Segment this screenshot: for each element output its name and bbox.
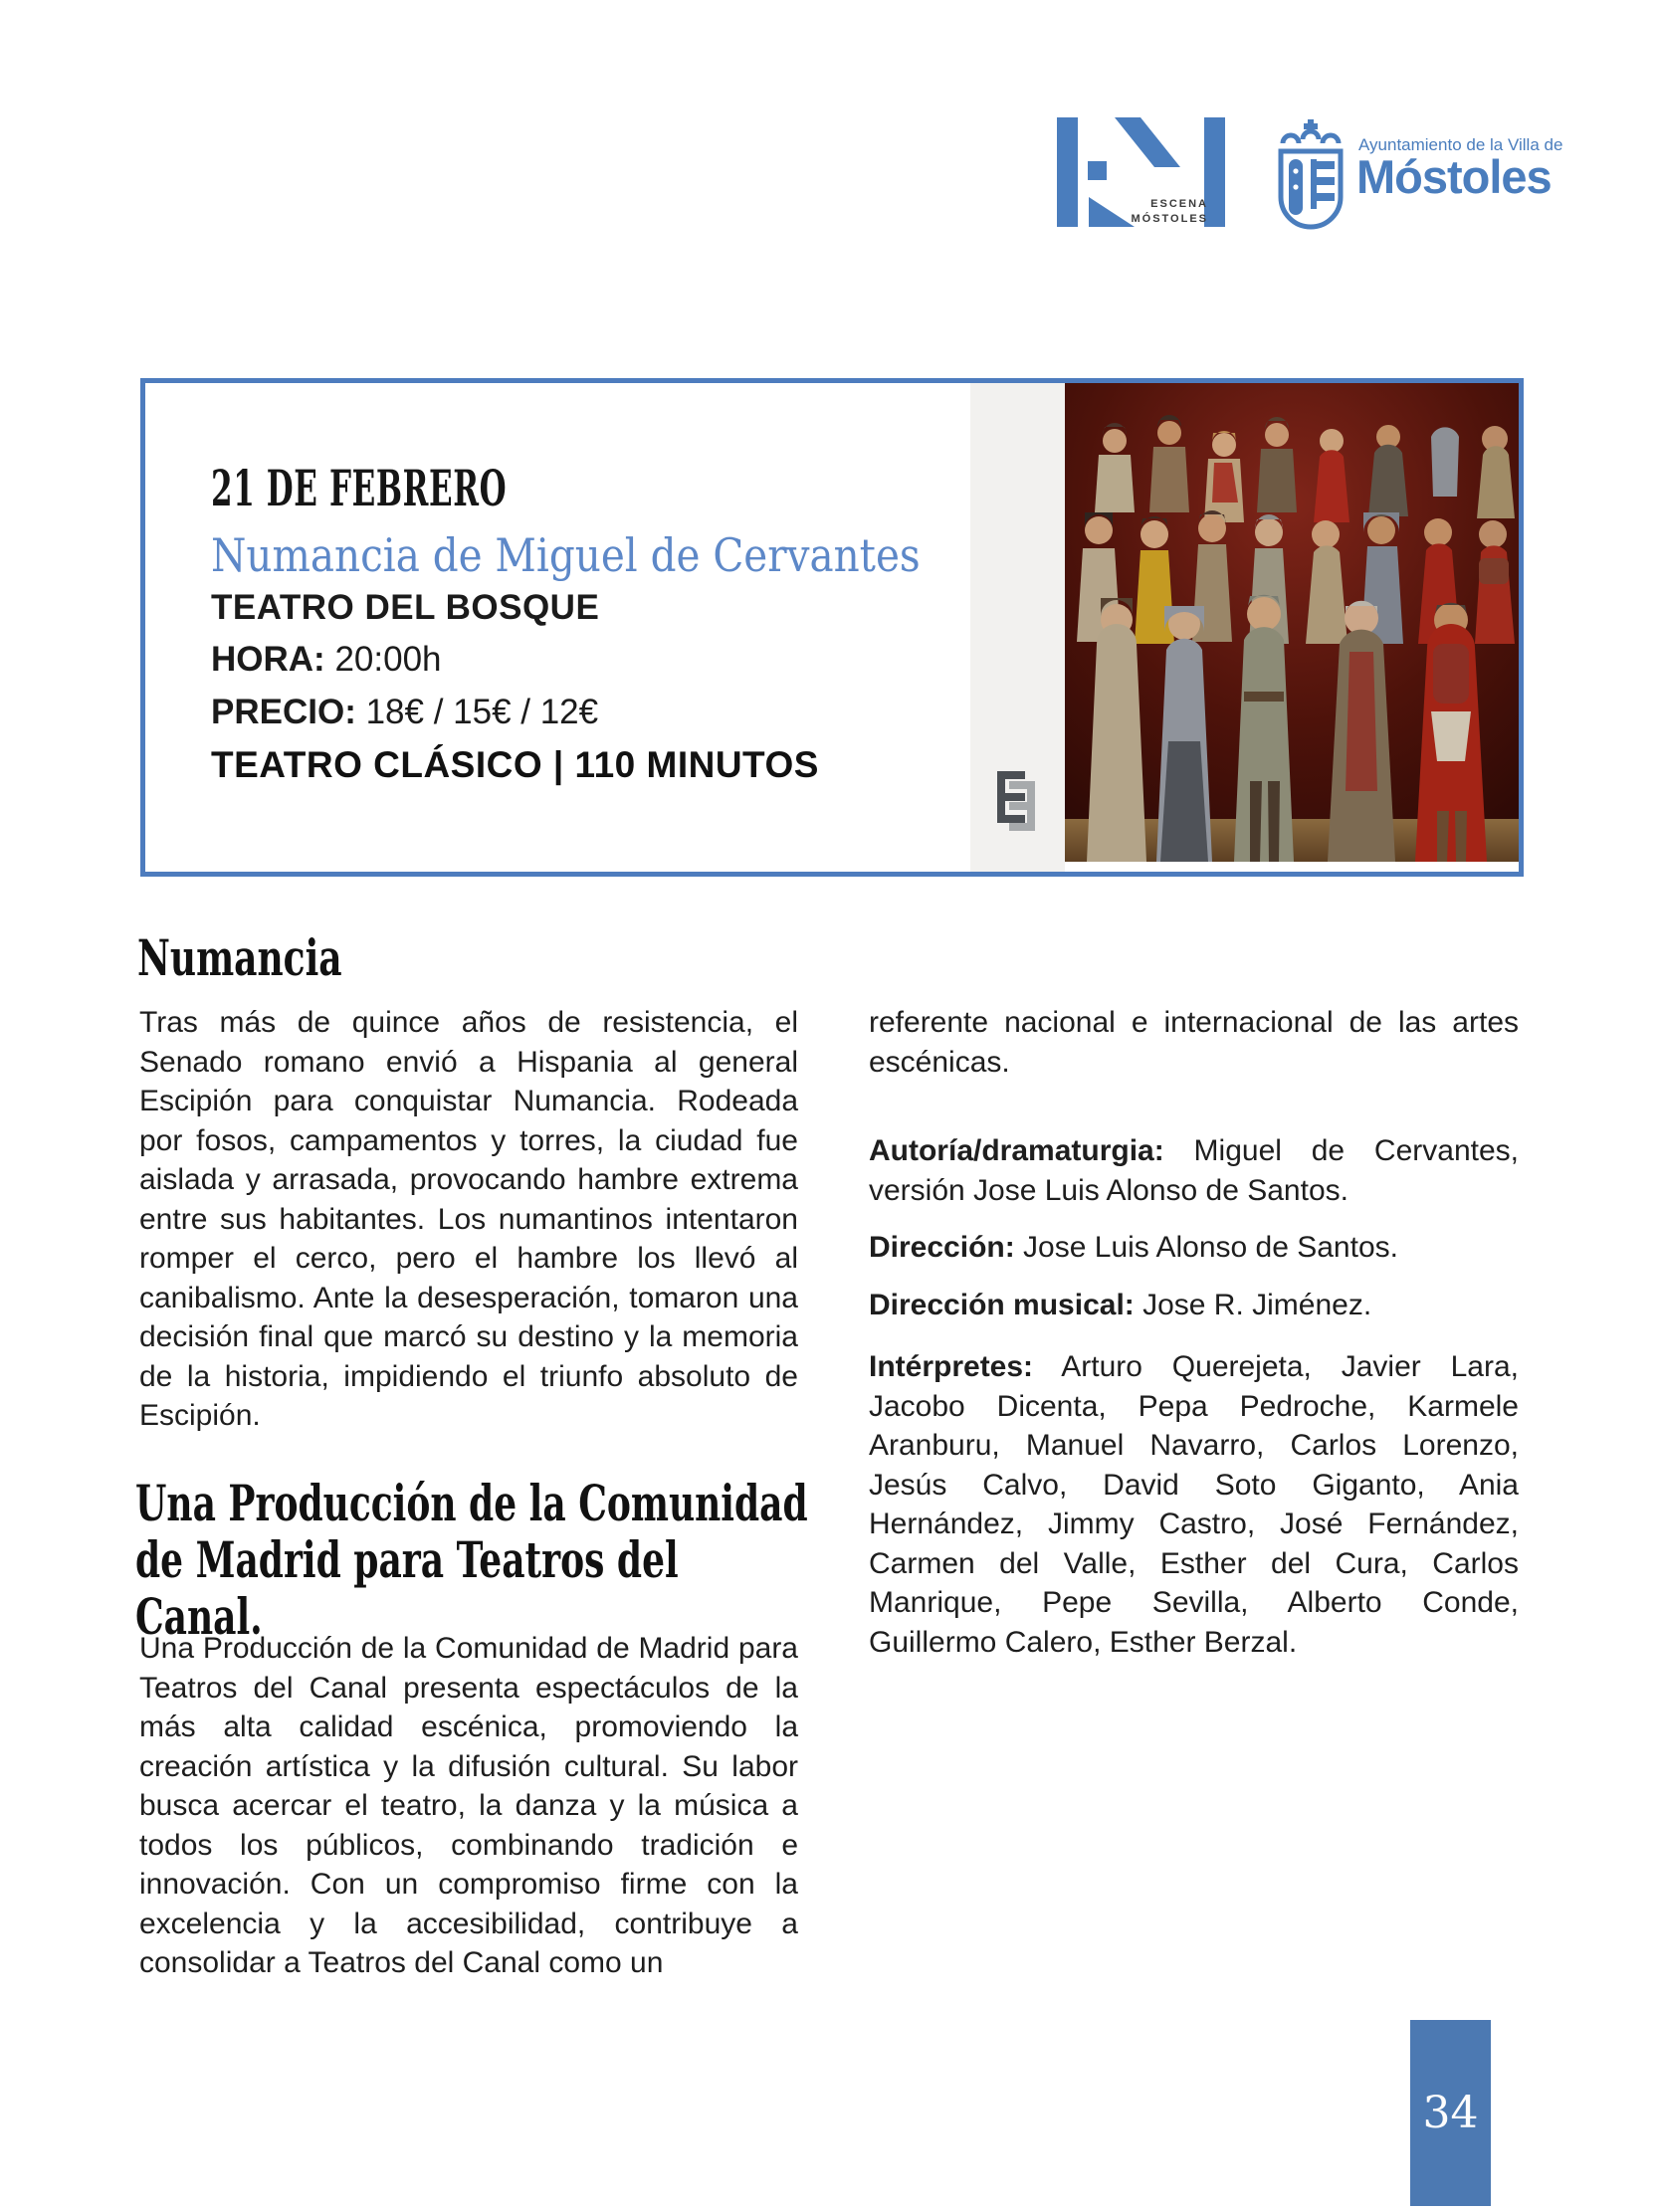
credit-text: Jose R. Jiménez. xyxy=(1134,1288,1372,1321)
event-card-text xyxy=(211,383,967,872)
event-time xyxy=(211,640,442,680)
event-genre-duration: TEATRO CLÁSICO | 110 MINUTOS xyxy=(211,744,819,785)
ayuntamiento-mostoles-logo xyxy=(1275,109,1573,239)
mostoles-shield-icon xyxy=(1275,113,1347,235)
credit-label: Autoría/dramaturgia: xyxy=(869,1134,1164,1167)
credit-text: Jose Luis Alonso de Santos. xyxy=(1014,1231,1398,1264)
article-subtitle: Una Producción de la Comunidad de Madrid para Teatros del Canal. xyxy=(135,1474,808,1646)
article-right-column xyxy=(869,1003,1519,1662)
cast-photo-graphic xyxy=(1065,383,1519,862)
event-price xyxy=(211,693,598,732)
ayuntamiento-city-name: Móstoles xyxy=(1356,150,1552,203)
ayuntamiento-small-text: Ayuntamiento de la Villa de xyxy=(1358,135,1563,154)
credit-text: Arturo Querejeta, Javier Lara, Jacobo Dicenta, Pepa Pedroche, Karmele Aranburu, Manuel Navarro, Carlos Lorenzo, Jesús Calvo, David Soto Giganto, Ania Hernández, Jimmy Castro, José Fernández, Carmen del Valle, Esther del Cura, Carlos Manrique, Pepe Sevilla, Alberto Conde, Guillermo Calero, Esther Berzal. xyxy=(869,1350,1519,1659)
cast-photo-illustration xyxy=(1065,383,1519,872)
mostoles-label: MÓSTOLES xyxy=(1131,213,1208,225)
page-number: 34 xyxy=(1422,2088,1479,2138)
event-venue: TEATRO DEL BOSQUE xyxy=(211,588,600,627)
escena-label: ESCENA xyxy=(1150,198,1208,210)
theater-eb-icon xyxy=(997,771,1039,833)
credit-label: Dirección musical: xyxy=(869,1288,1135,1321)
event-date: 21 DE FEBRERO xyxy=(211,459,508,517)
page-number-badge xyxy=(1410,2020,1491,2206)
paragraph-continuation: referente nacional e internacional de las artes escénicas. xyxy=(869,1006,1519,1079)
credit-text: Miguel de Cervantes, versión Jose Luis Alonso de Santos. xyxy=(869,1134,1519,1207)
credit-label: Dirección: xyxy=(869,1231,1015,1264)
credit-label: Intérpretes: xyxy=(869,1350,1034,1383)
time-label: HORA: xyxy=(211,640,325,679)
credit-autoria xyxy=(869,1131,1519,1210)
paragraph-text: Una Producción de la Comunidad de Madrid para Teatros del Canal presenta espectáculos de la más alta calidad escénica, promoviendo la creación artística y la difusión cultural. Su labor busca acercar el teatro, la danza y la música a todos los públicos, combinando tradición e innovación. Con un compromiso firme con la excelencia y la accesibilidad, contribuye a consolidar a Teatros del Canal como un xyxy=(139,1632,798,1979)
event-title: Numancia de Miguel de Cervantes xyxy=(211,528,921,582)
price-value: 18€ / 15€ / 12€ xyxy=(355,693,599,731)
credit-interpretes xyxy=(869,1347,1519,1662)
time-value: 20:00h xyxy=(324,640,442,679)
escena-mostoles-logo xyxy=(1057,115,1234,229)
escena-mostoles-wordmark xyxy=(1131,197,1208,227)
event-card xyxy=(140,378,1524,877)
paragraph-text: Tras más de quince años de resistencia, el Senado romano envió a Hispania al general Escipión para conquistar Numancia. Rodeada por fosos, campamentos y torres, la ciudad fue aislada y arrasada, provocando hambre extrema entre sus habitantes. Los numantinos intentaron romper el cerco, pero el hambre los llevó al canibalismo. Ante la desesperación, tomaron una decisión final que marcó su destino y la memoria de la historia, impidiendo el triunfo absoluto de Escipión. xyxy=(139,1006,798,1432)
credit-direccion xyxy=(869,1228,1519,1268)
card-gray-strip xyxy=(970,383,1065,872)
price-label: PRECIO: xyxy=(211,693,356,731)
article-paragraph-2 xyxy=(139,1629,798,1983)
article-paragraph-1 xyxy=(139,1003,798,1436)
article-title: Numancia xyxy=(137,928,342,987)
credit-direccion-musical xyxy=(869,1286,1519,1325)
